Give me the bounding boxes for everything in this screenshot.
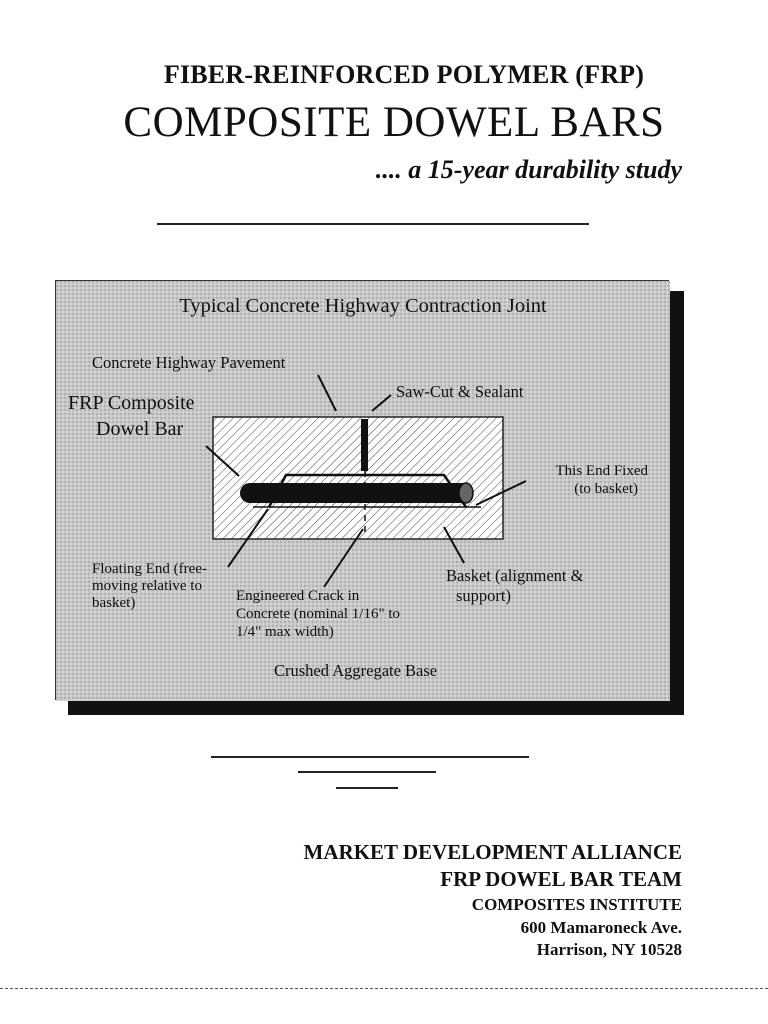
label-crack-line3: 1/4" max width) xyxy=(236,624,334,640)
dowel-bar xyxy=(240,483,472,503)
label-frp-line1: FRP Composite xyxy=(68,392,195,414)
org-institute: COMPOSITES INSTITUTE xyxy=(471,895,682,914)
label-crack-line2: Concrete (nominal 1/16" to xyxy=(236,606,401,622)
label-fixed-line2: (to basket) xyxy=(574,481,638,497)
label-floating-line3: basket) xyxy=(92,595,136,611)
org-city: Harrison, NY 10528 xyxy=(536,940,682,959)
scan-edge-line xyxy=(0,988,768,989)
org-street: 600 Mamaroneck Ave. xyxy=(520,918,682,937)
label-fixed-line1: This End Fixed xyxy=(555,463,648,479)
saw-cut xyxy=(361,419,368,471)
concrete-slab-hatch xyxy=(213,417,503,539)
org-alliance: MARKET DEVELOPMENT ALLIANCE xyxy=(303,840,682,864)
label-base: Crushed Aggregate Base xyxy=(274,661,438,680)
label-saw-cut: Saw-Cut & Sealant xyxy=(396,382,524,401)
document-subtitle: .... a 15-year durability study xyxy=(375,155,682,184)
document-supertitle: FIBER-REINFORCED POLYMER (FRP) xyxy=(163,60,645,89)
org-team: FRP DOWEL BAR TEAM xyxy=(440,867,682,891)
label-basket-line1: Basket (alignment & xyxy=(446,566,584,585)
divider-3 xyxy=(336,787,398,789)
title-divider xyxy=(157,223,589,225)
figure-title: Typical Concrete Highway Contraction Joint xyxy=(179,295,547,317)
document-title: COMPOSITE DOWEL BARS xyxy=(123,99,665,146)
divider-1 xyxy=(211,756,529,758)
label-floating-line2: moving relative to xyxy=(92,578,202,594)
label-crack-line1: Engineered Crack in xyxy=(236,588,360,604)
joint-diagram xyxy=(55,280,669,700)
label-pavement: Concrete Highway Pavement xyxy=(92,353,286,372)
divider-2 xyxy=(298,771,436,773)
label-floating-line1: Floating End (free- xyxy=(92,561,207,577)
label-frp-line2: Dowel Bar xyxy=(96,418,184,440)
dowel-bar-end xyxy=(459,483,473,503)
label-basket-line2: support) xyxy=(456,586,511,605)
